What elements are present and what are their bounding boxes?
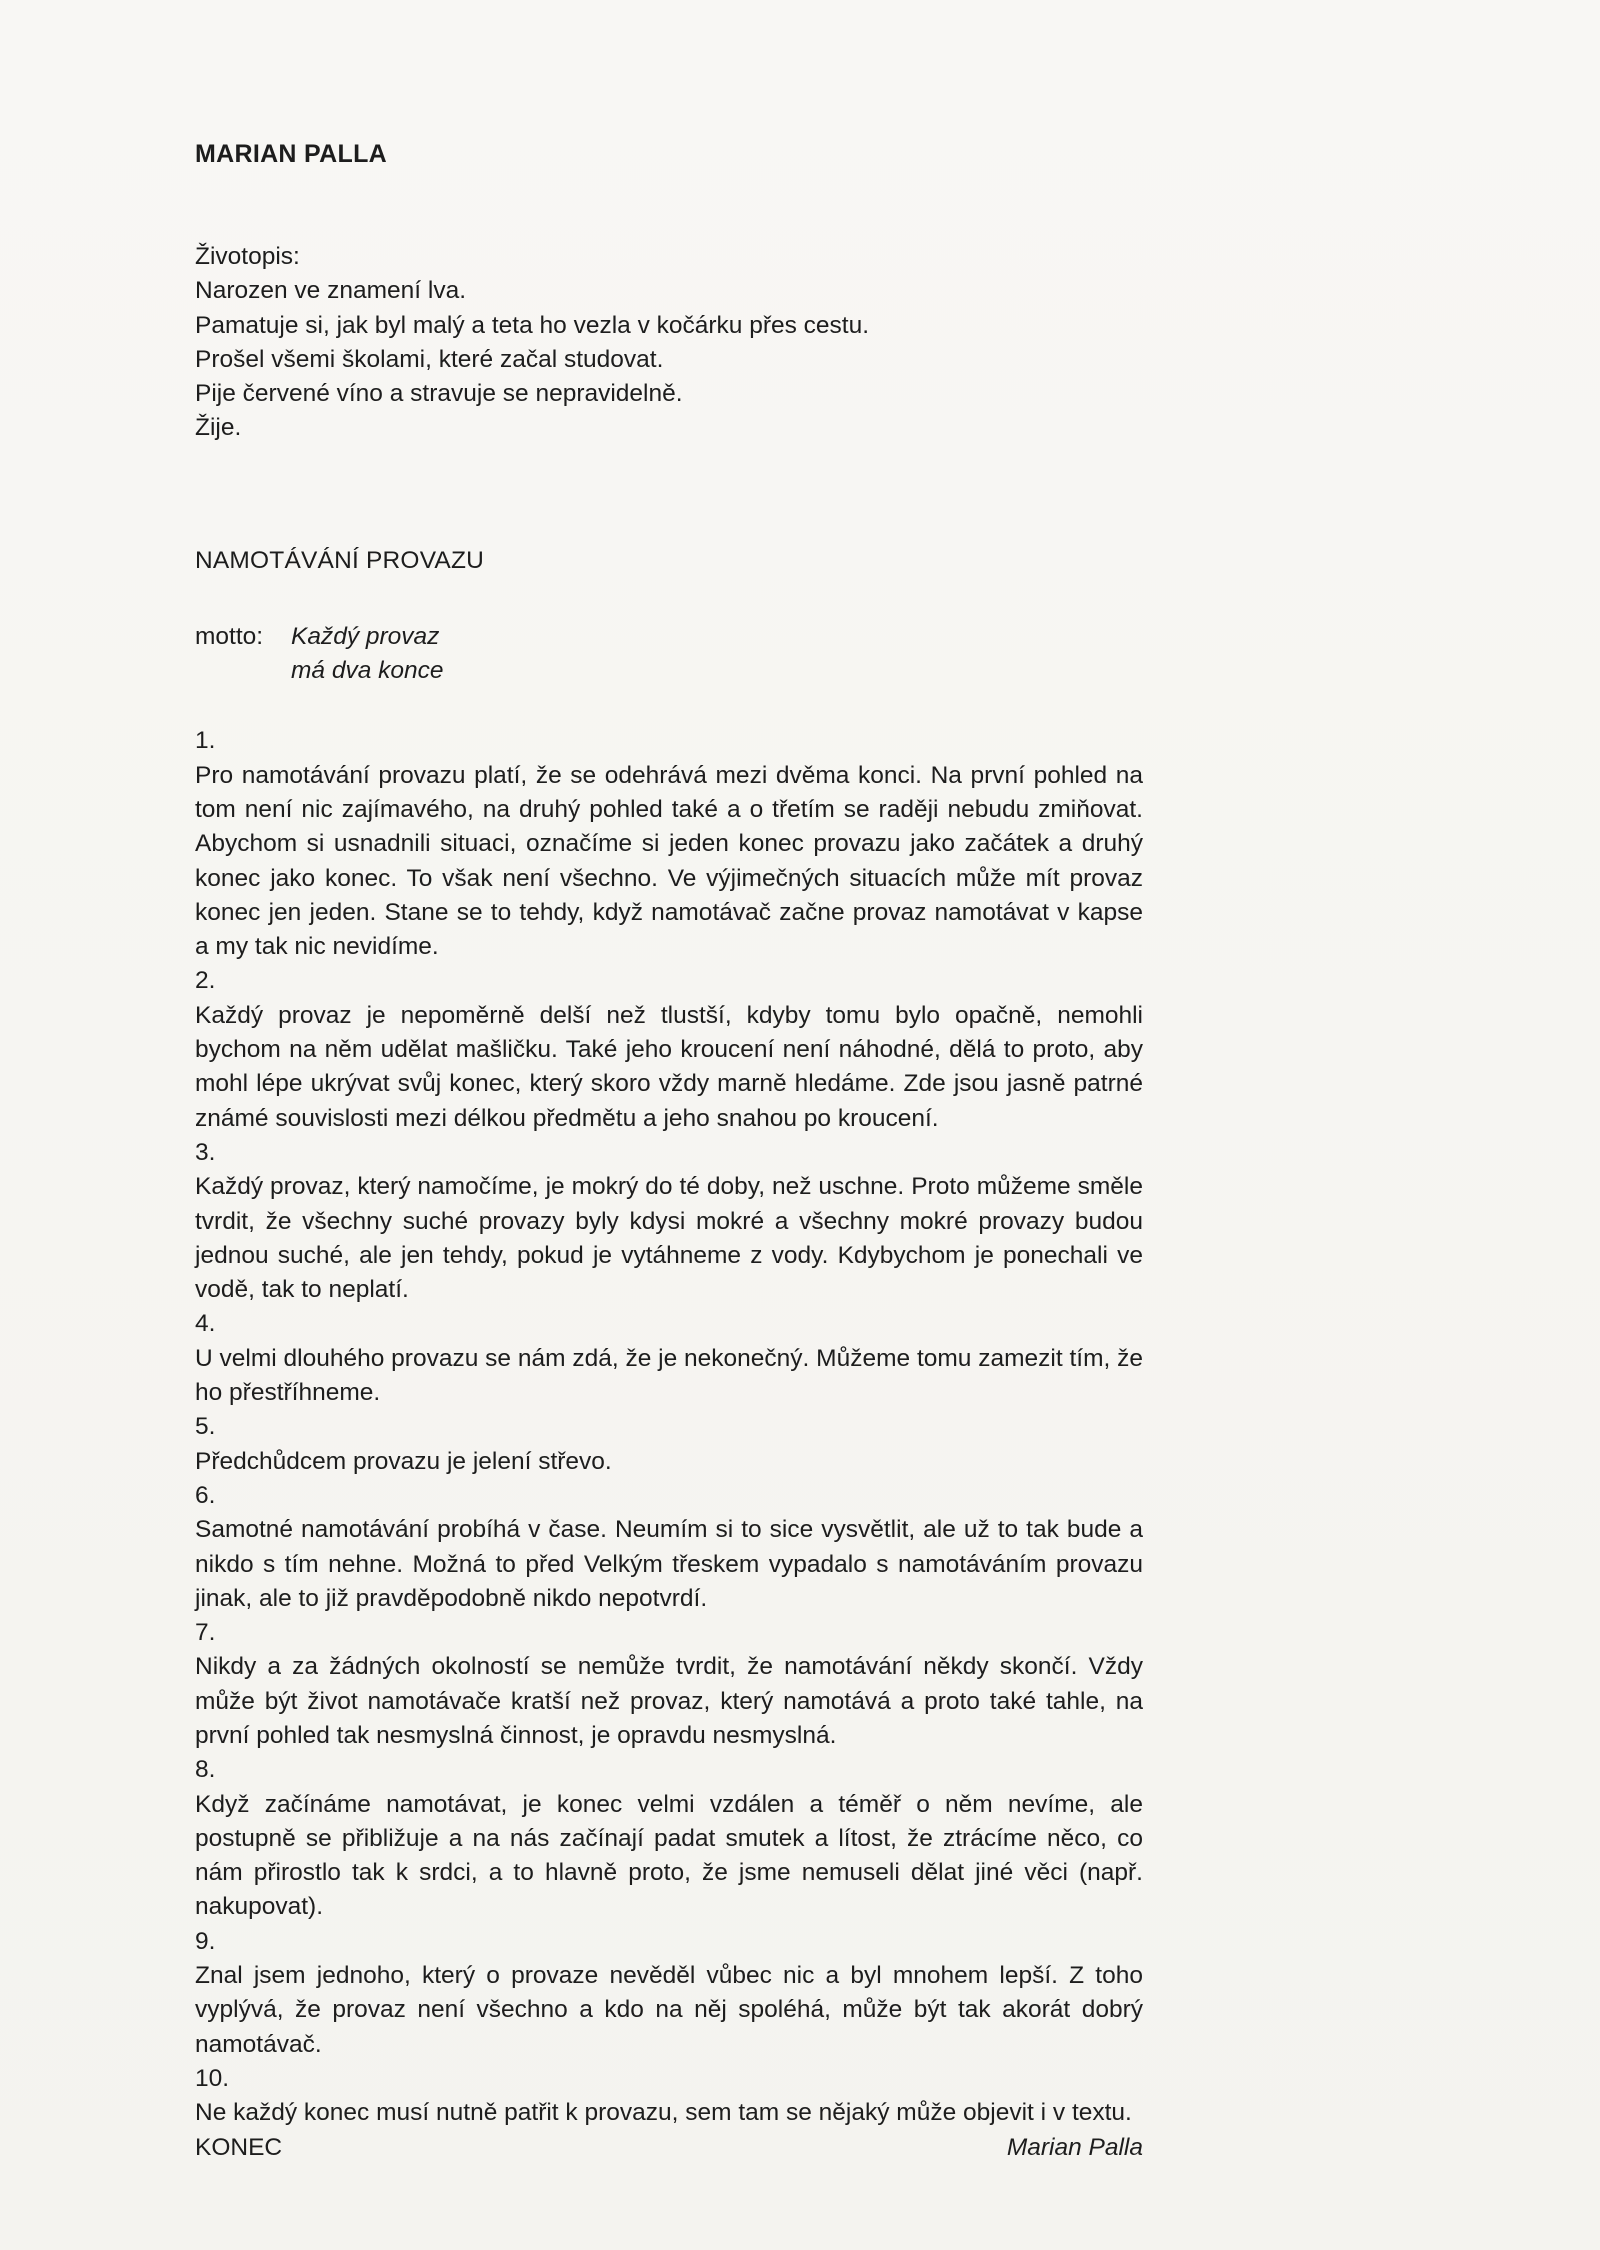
document-content [195,137,1143,2165]
point [195,964,1143,1135]
bio-line: Životopis: [195,243,300,270]
motto-line: Každý provaz [291,622,440,650]
motto [195,620,1143,689]
point-number: 6. [195,1481,216,1509]
bio-line: Narozen ve znamení lva. [195,277,466,305]
closing-line [195,2131,1143,2165]
point [195,1479,1143,1616]
point [195,724,1143,964]
point [195,2062,1143,2131]
point [195,1753,1143,1924]
point [195,1307,1143,1410]
point-number: 7. [195,1619,216,1647]
point-text: U velmi dlouhého provazu se nám zdá, že je nekonečný. Můžeme tomu zamezit tím, že ho přestříhneme. [195,1344,1143,1407]
author-heading: MARIAN PALLA [195,140,388,168]
motto-label: motto: [195,622,264,650]
point-number: 4. [195,1310,216,1338]
signature: Marian Palla [1006,2133,1143,2161]
point-text: Nikdy a za žádných okolností se nemůže tvrdit, že namotávání někdy skončí. Vždy může být život namotávače kratší než provaz, který namotává a proto také tahle, na první pohled tak nesmyslná činnost, je opravdu nesmyslná. [195,1653,1143,1749]
point [195,1925,1143,2062]
point-number: 3. [195,1138,216,1166]
bio-line: Prošel všemi školami, které začal studovat. [195,345,664,373]
point-number: 1. [195,727,216,755]
point-text: Ne každý konec musí nutně patřit k provazu, sem tam se nějaký může objevit i v textu. [195,2099,1132,2127]
essay-title: NAMOTÁVÁNÍ PROVAZU [195,546,485,574]
point-number: 10. [195,2064,230,2092]
end-word: KONEC [195,2133,283,2161]
point-text: Předchůdcem provazu je jelení střevo. [195,1447,612,1475]
bio-line: Žije. [195,414,242,442]
point [195,1616,1143,1753]
point [195,1410,1143,1479]
motto-line: má dva konce [291,657,444,685]
point-number: 2. [195,967,216,995]
numbered-points [195,724,1143,2130]
point-number: 9. [195,1927,216,1955]
motto-text [291,620,444,689]
point-text: Pro namotávání provazu platí, že se odehrává mezi dvěma konci. Na první pohled na tom není nic zajímavého, na druhý pohled také a o třetím se raději nebudu zmiňovat. Abychom si usnadnili situaci, označíme si jeden konec provazu jako začátek a druhý konec jako konec. To však není všechno. Ve výjimečných situacích může mít provaz konec jen jeden. Stane se to tehdy, když namotávač začne provaz namotávat v kapse a my tak nic nevidíme. [195,761,1143,961]
bio-line: Pamatuje si, jak byl malý a teta ho vezla v kočárku přes cestu. [195,311,870,339]
point-text: Když začínáme namotávat, je konec velmi vzdálen a téměř o něm nevíme, ale postupně se přibližuje a na nás začínají padat smutek a lítost, že ztrácíme něco, co nám přirostlo tak k srdci, a to hlavně proto, že jsme nemuseli dělat jiné věci (např. nakupovat). [195,1790,1143,1921]
point-text: Každý provaz je nepoměrně delší než tlustší, kdyby tomu bylo opačně, nemohli bychom na něm udělat mašličku. Také jeho kroucení není náhodné, dělá to proto, aby mohl lépe ukrývat svůj konec, který skoro vždy marně hledáme. Zde jsou jasně patrné známé souvislosti mezi délkou předmětu a jeho snahou po kroucení. [195,1001,1143,1132]
point-number: 5. [195,1413,216,1441]
point-text: Znal jsem jednoho, který o provaze nevěděl vůbec nic a byl mnohem lepší. Z toho vyplývá, že provaz není všechno a kdo na něj spoléhá, může být tak akorát dobrý namotávač. [195,1962,1143,2058]
point-number: 8. [195,1756,216,1784]
bio-line: Pije červené víno a stravuje se nepravidelně. [195,380,683,408]
point-text: Každý provaz, který namočíme, je mokrý do té doby, než uschne. Proto můžeme směle tvrdit, že všechny suché provazy byly kdysi mokré a všechny mokré provazy budou jednou suché, ale jen tehdy, pokud je vytáhneme z vody. Kdybychom je ponechali ve vodě, tak to neplatí. [195,1173,1143,1304]
biography [195,240,1143,446]
point-text: Samotné namotávání probíhá v čase. Neumím si to sice vysvětlit, ale už to tak bude a nikdo s tím nehne. Možná to před Velkým třeskem vypadalo s namotáváním provazu jinak, ale to již pravděpodobně nikdo nepotvrdí. [195,1516,1143,1612]
point [195,1136,1143,1307]
